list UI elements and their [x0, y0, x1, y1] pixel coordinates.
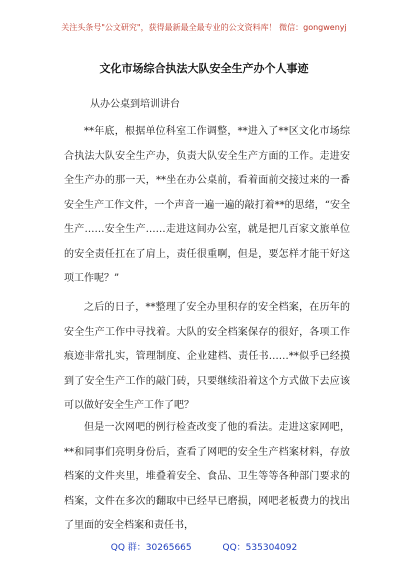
body-paragraph-1: **年底，根据单位科室工作调整，**进入了**区文化市场综合执法大队安全生产办，负责大队安全生产方面的工作。走进安全生产办的那一天，**坐在办公桌前，看着面前交接过来的一番安全生产工作文件，一个声音一遍一遍的敲打着**的思绪，“安全生产……安全生产……走进这间办公室，就是把几百家文旅单位的安全责任扛在了肩上，责任很重啊，但是，要怎样才能干好这项工作呢？” [64, 126, 350, 284]
body-paragraph-2: 之后的日子，**整理了安全办里积存的安全档案，在历年的安全生产工作中寻找着。大队的安全档案保存的很好，各项工作痕迹非常扎实，管理制度、企业建档、责任书……**似乎已经摸到了安全生产工作的敲门砖，只要继续沿着这个方式做下去应该可以做好安全生产工作了吧？ [64, 302, 350, 411]
page-footer [0, 540, 408, 553]
page-header-banner: 关注头条号"公文研究"，获得最新最全最专业的公文资料库！ 微信：gongwenyj [61, 23, 347, 32]
document-subtitle: 从办公桌到培训讲台 [90, 99, 180, 110]
footer-qq: QQ：535304092 [222, 543, 298, 553]
footer-qq-group: QQ 群：30265665 [110, 543, 192, 553]
body-paragraph-3: 但是一次网吧的例行检查改变了他的看法。走进这家网吧，**和同事们亮明身份后，查看了网吧的安全生产档案材料，存放档案的文件夹里，堆叠着安全、食品、卫生等等各种部门要求的档案，文件在多次的翻取中已经早已磨损，网吧老板费力的找出了里面的安全档案和责任书， [64, 422, 350, 531]
document-title: 文化市场综合执法大队安全生产办个人事迹 [99, 62, 309, 75]
